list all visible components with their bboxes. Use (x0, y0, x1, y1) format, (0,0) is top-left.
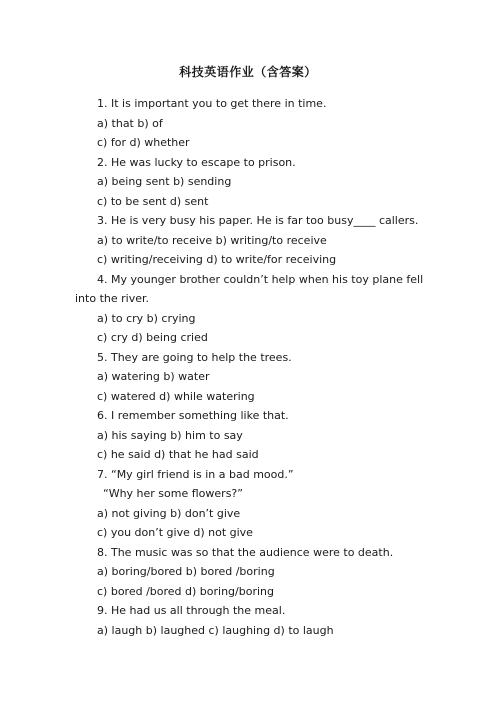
document-title: 科技英语作业（含答案） (179, 65, 317, 79)
question-5: 5. They are going to help the trees. (97, 350, 292, 364)
question-5-options-cd: c) watered d) while watering (97, 389, 255, 403)
question-9-options: a) laugh b) laughed c) laughing d) to laugh (97, 623, 334, 637)
question-4: 4. My younger brother couldn’t help when his toy plane fell into the river. (75, 272, 424, 305)
question-4-options-ab: a) to cry b) crying (97, 311, 196, 325)
question-1: 1. It is important you to get there in time. (97, 97, 327, 110)
question-list (75, 94, 425, 640)
question-2: 2. He was lucky to escape to prison. (97, 155, 296, 169)
question-7: 7. “My girl friend is in a bad mood.” (97, 467, 294, 481)
question-9: 9. He had us all through the meal. (97, 604, 286, 617)
question-4-options-cd: c) cry d) being cried (97, 331, 208, 344)
question-7-options-cd: c) you don’t give d) not give (97, 526, 253, 539)
question-8: 8. The music was so that the audience were to death. (97, 545, 394, 559)
question-6-options-cd: c) he said d) that he had said (97, 448, 259, 461)
question-2-options-cd: c) to be sent d) sent (97, 194, 209, 208)
question-2-options-ab: a) being sent b) sending (97, 175, 232, 188)
question-3-options-ab: a) to write/to receive b) writing/to receive (97, 233, 327, 247)
question-3-options-cd: c) writing/receiving d) to write/for receiving (97, 253, 337, 266)
question-3: 3. He is very busy his paper. He is far too busy____ callers. (97, 214, 419, 227)
question-1-options-ab: a) that b) of (97, 116, 163, 130)
question-7-reply: “Why her some flowers?” (103, 487, 243, 500)
question-8-options-ab: a) boring/bored b) bored /boring (97, 565, 275, 578)
question-5-options-ab: a) watering b) water (97, 370, 210, 383)
question-6: 6. I remember something like that. (97, 409, 289, 422)
question-1-options-cd: c) for d) whether (97, 136, 190, 149)
question-8-options-cd: c) bored /bored d) boring/boring (97, 584, 274, 598)
question-6-options-ab: a) his saying b) him to say (97, 428, 243, 442)
question-7-options-ab: a) not giving b) don’t give (97, 506, 241, 520)
